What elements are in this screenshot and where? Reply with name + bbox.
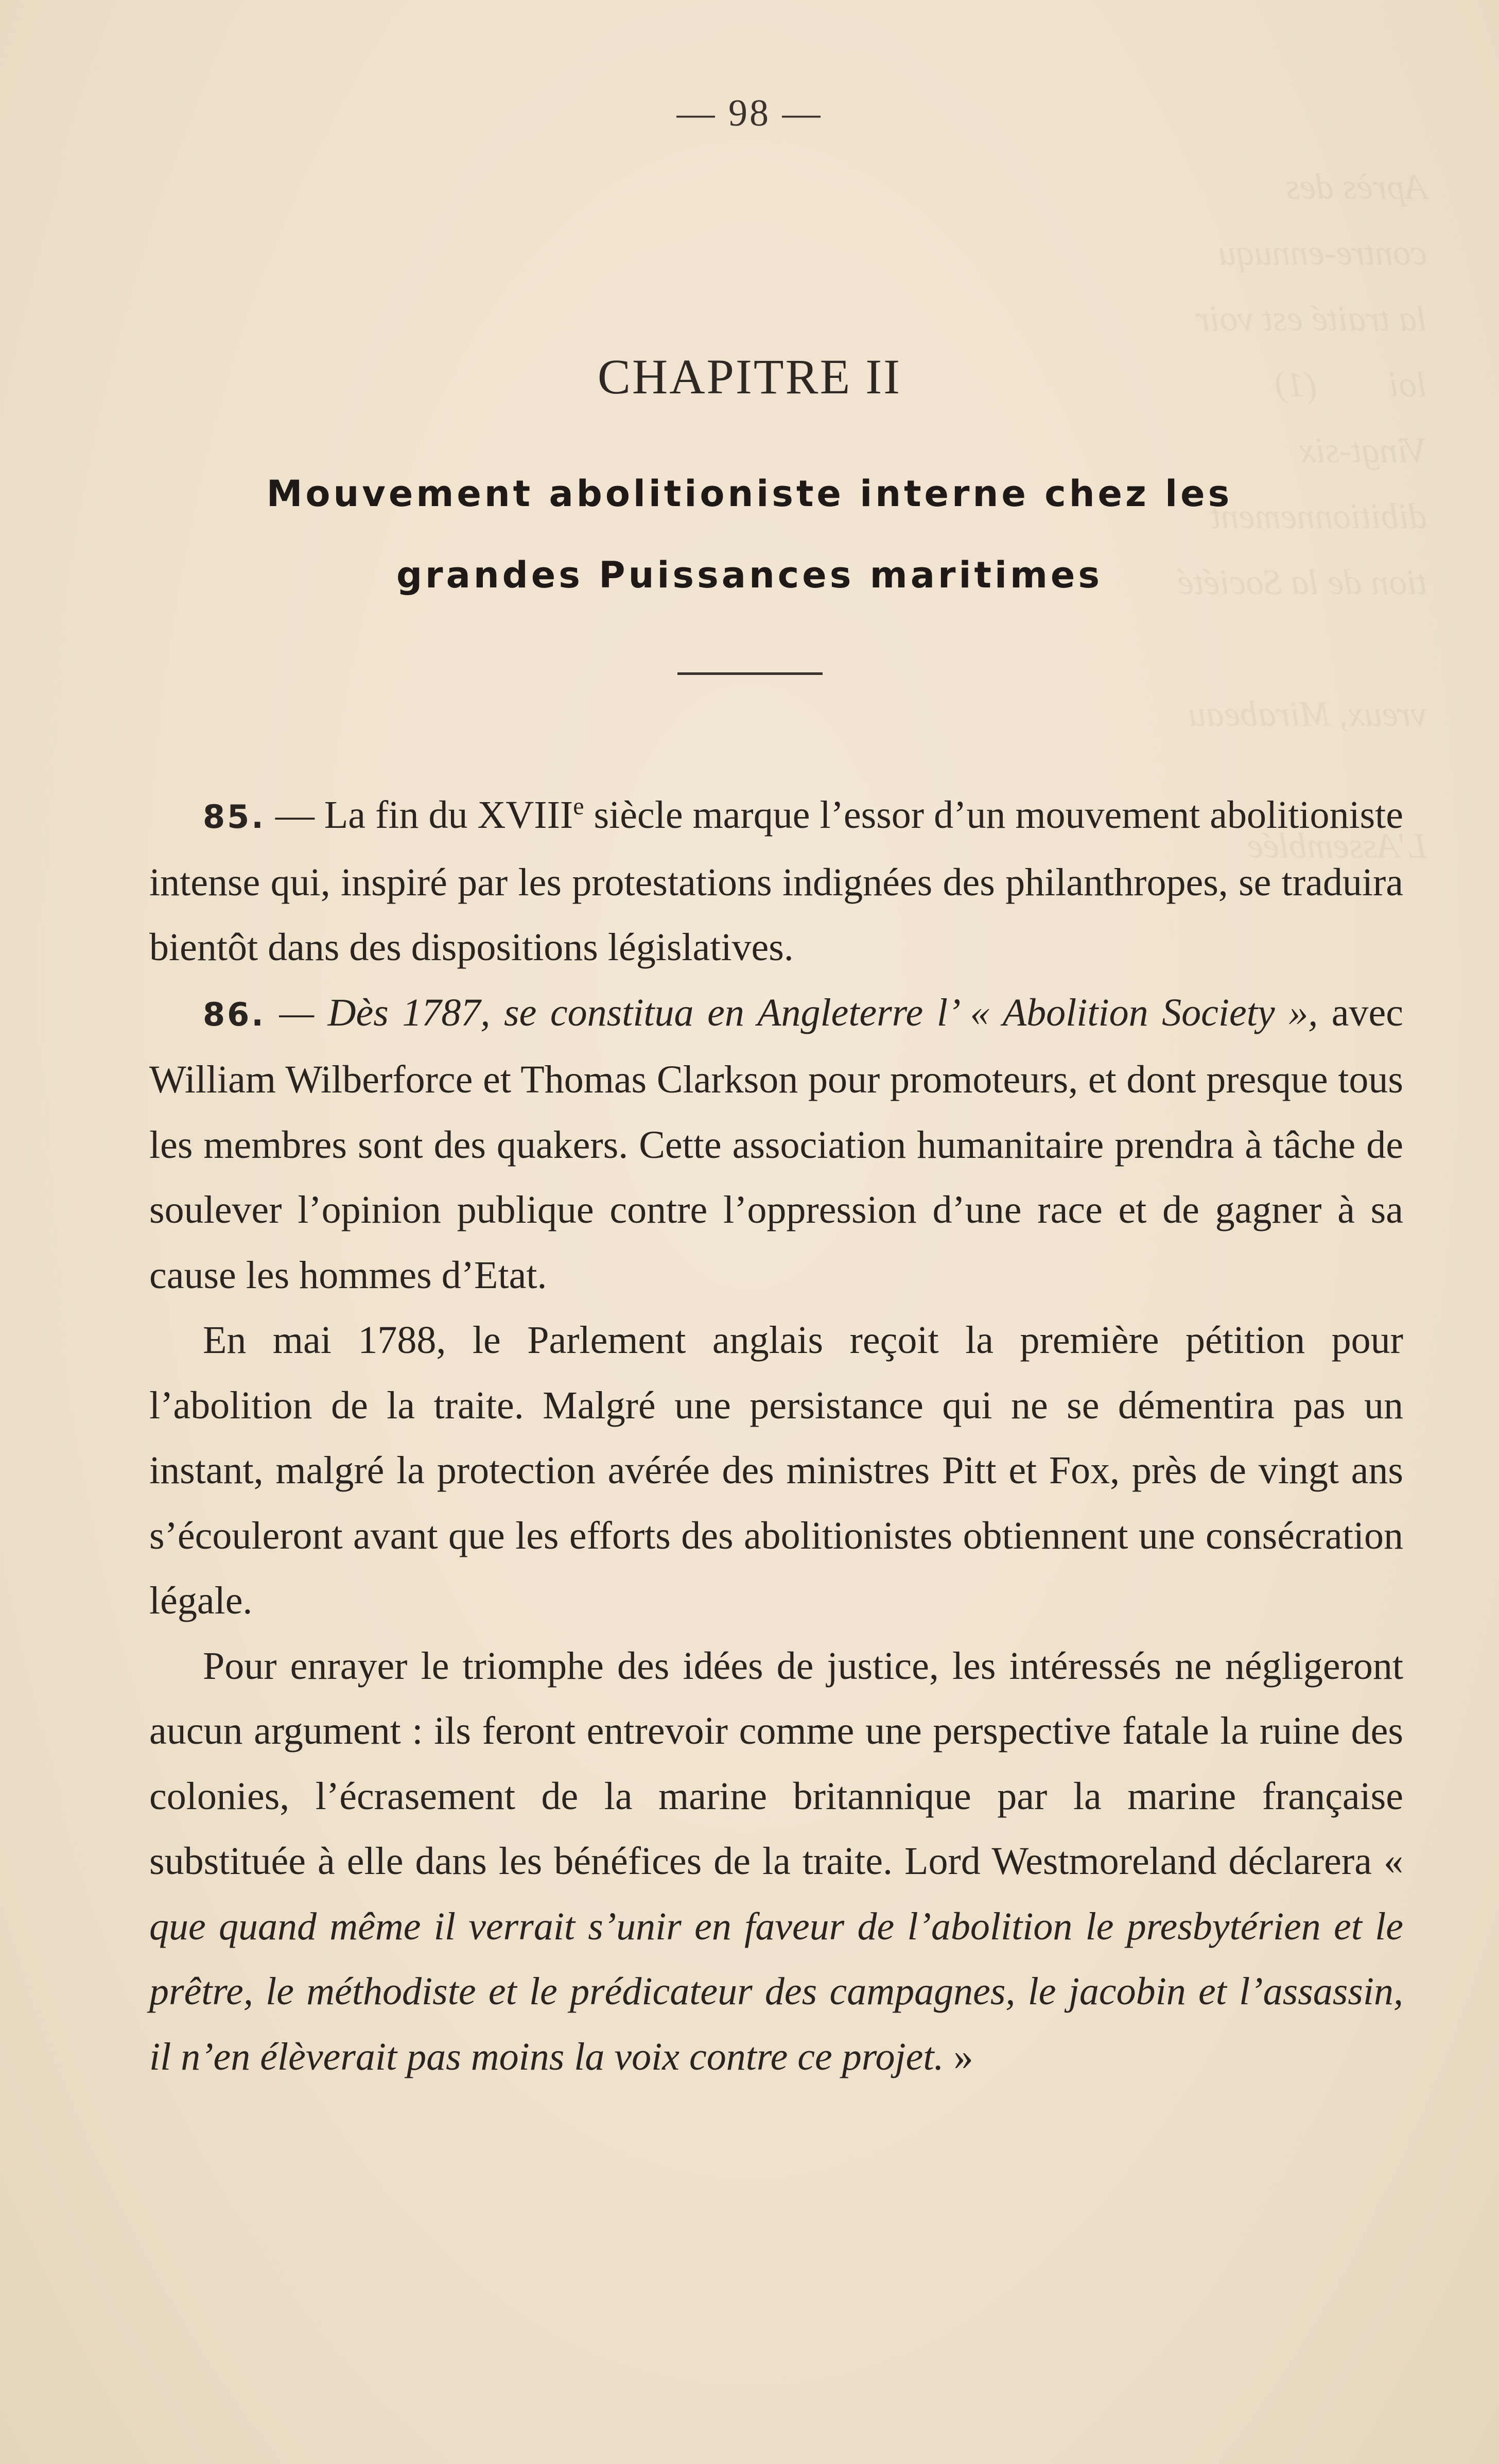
quote-close: » xyxy=(944,2035,973,2078)
page-number: — 98 — xyxy=(676,92,823,134)
chapter-subtitle-line-2: grandes Puissances maritimes xyxy=(396,554,1103,596)
paragraph-number-86: 86. xyxy=(203,995,266,1033)
show-through-text: Après des contre-ennuqu la traité est voir loi (1) Vingt-six dibitionnement tion de la Société vreux, Mirabeau L'Assemblée xyxy=(1177,167,1427,866)
chapter-subtitle-line-1: Mouvement abolitioniste interne chez les xyxy=(266,473,1233,515)
paragraph-pour-enrayer xyxy=(149,1634,1403,2090)
chapter-heading: CHAPITRE II xyxy=(597,349,902,404)
paragraph-85 xyxy=(149,783,1403,980)
body-text xyxy=(149,783,1403,2089)
paragraph-enrayer-text: Pour enrayer le triomphe des idées de justice, les intéressés ne négligeront aucun argument : ils feront entrevoir comme une perspective fatale la ruine des colonies, l’écrasement de la marine britannique par la marine française substituée à elle dans les bénéfices de la traite. Lord Westmoreland déclarera « xyxy=(149,1644,1403,1883)
section-divider xyxy=(677,672,823,675)
paragraph-86-italic-intro: — Dès 1787, se constitua en Angleterre l’ « Abolition Society », xyxy=(265,991,1318,1034)
paragraph-mai-1788: En mai 1788, le Parlement anglais reçoit la première pétition pour l’abolition de la traite. Malgré une persistance qui ne se démentira pas un instant, malgré la protection avérée des ministres Pitt et Fox, près de vingt ans s’écouleront avant que les efforts des abolitionistes obtiennent une consécration légale. xyxy=(149,1318,1403,1622)
paragraph-85-text-b: siècle marque l’essor d’un mouvement abolitioniste intense qui, inspiré par les protestations indignées des philanthropes, se traduira bientôt dans des dispositions législatives. xyxy=(149,793,1403,969)
paragraph-86 xyxy=(149,980,1403,1308)
paragraph-number-85: 85. xyxy=(203,798,266,836)
superscript-e: e xyxy=(573,792,584,820)
paragraph-86-text: avec William Wilberforce et Thomas Clarkson pour promoteurs, et dont presque tous les membres sont des quakers. Cette association humanitaire prendra à tâche de soulever l’opinion publique contre l’oppression d’une race et de gagner à sa cause les hommes d’Etat. xyxy=(149,991,1403,1297)
westmoreland-quote: que quand même il verrait s’unir en faveur de l’abolition le presbytérien et le prêtre, le méthodiste et le prédicateur des campagnes, le jacobin et l’assassin, il n’en élèverait pas moins la voix contre ce projet. xyxy=(149,1904,1403,2078)
paragraph-85-text-a: — La fin du XVIII xyxy=(265,793,573,837)
